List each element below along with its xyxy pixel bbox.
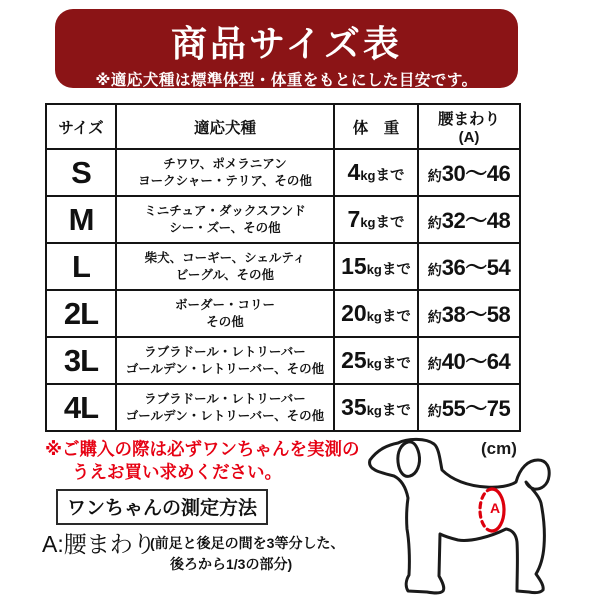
weight-value: 35 bbox=[341, 394, 367, 420]
breed-cell bbox=[116, 243, 334, 290]
waist-range: 40〜64 bbox=[441, 349, 511, 374]
waist-cell bbox=[418, 384, 520, 431]
table-row-3l bbox=[46, 337, 520, 384]
weight-value: 4 bbox=[347, 159, 361, 185]
measure-detail-line1: (前足と後足の間を3等分した、 bbox=[150, 535, 345, 551]
waist-cell bbox=[418, 243, 520, 290]
table-row-s bbox=[46, 149, 520, 196]
breed-line2: ゴールデン・レトリーバー、その他 bbox=[125, 408, 325, 423]
purchase-note bbox=[45, 438, 360, 484]
breed-line2: シー・ズー、その他 bbox=[169, 220, 281, 235]
breed-cell bbox=[116, 337, 334, 384]
breed-line1: ラブラドール・レトリーバー bbox=[144, 345, 306, 359]
unit-label: (cm) bbox=[481, 439, 517, 458]
weight-unit: kg bbox=[366, 309, 382, 324]
page-subtitle: ※適応犬種は標準体型・体重をもとにした目安です。 bbox=[95, 72, 478, 89]
title-banner bbox=[55, 9, 518, 88]
size-cell: L bbox=[46, 243, 116, 290]
weight-cell bbox=[334, 196, 418, 243]
breed-cell bbox=[116, 290, 334, 337]
breed-line1: チワワ、ポメラニアン bbox=[163, 157, 287, 171]
breed-line2: ゴールデン・レトリーバー、その他 bbox=[125, 361, 325, 376]
breed-cell bbox=[116, 149, 334, 196]
breed-line1: ミニチュア・ダックスフンド bbox=[144, 204, 306, 218]
measure-label: A:腰まわり bbox=[42, 531, 156, 557]
waist-range: 55〜75 bbox=[441, 396, 511, 421]
waist-cell bbox=[418, 196, 520, 243]
page-title: 商品サイズ表 bbox=[170, 23, 403, 64]
breed-line2: ビーグル、その他 bbox=[175, 267, 275, 282]
weight-cell bbox=[334, 243, 418, 290]
size-cell: S bbox=[46, 149, 116, 196]
size-table bbox=[45, 103, 521, 432]
weight-cell bbox=[334, 290, 418, 337]
waist-range: 30〜46 bbox=[441, 161, 511, 186]
weight-suffix: まで bbox=[375, 168, 405, 184]
purchase-note-line2: うえお買い求めください。 bbox=[72, 462, 282, 482]
weight-cell bbox=[334, 149, 418, 196]
col-header-waist bbox=[418, 104, 520, 149]
table-header-row bbox=[46, 104, 520, 149]
col-header-size: サイズ bbox=[46, 104, 116, 149]
weight-cell bbox=[334, 337, 418, 384]
weight-suffix: まで bbox=[375, 215, 405, 231]
waist-header-line2: (A) bbox=[458, 129, 480, 146]
table-row-2l bbox=[46, 290, 520, 337]
waist-cell bbox=[418, 290, 520, 337]
col-header-weight: 体 重 bbox=[334, 104, 418, 149]
waist-cell bbox=[418, 337, 520, 384]
waist-cell bbox=[418, 149, 520, 196]
waist-range: 32〜48 bbox=[441, 208, 511, 233]
table-row-4l bbox=[46, 384, 520, 431]
weight-value: 15 bbox=[341, 253, 367, 279]
measure-detail-line2: 後ろから1/3の部分) bbox=[170, 556, 293, 572]
weight-cell bbox=[334, 384, 418, 431]
weight-suffix: まで bbox=[381, 356, 411, 372]
size-cell: 4L bbox=[46, 384, 116, 431]
waist-prefix: 約 bbox=[427, 215, 442, 231]
table-row-l bbox=[46, 243, 520, 290]
weight-value: 25 bbox=[341, 347, 367, 373]
waist-marker-label: A bbox=[489, 500, 501, 516]
breed-line1: ボーダー・コリー bbox=[174, 298, 275, 312]
breed-line1: ラブラドール・レトリーバー bbox=[144, 392, 306, 406]
weight-suffix: まで bbox=[381, 262, 411, 278]
purchase-note-line1: ※ご購入の際は必ずワンちゃんを実測の bbox=[45, 439, 360, 459]
weight-unit: kg bbox=[360, 215, 376, 230]
breed-line2: その他 bbox=[206, 314, 244, 329]
measure-method-title: ワンちゃんの測定方法 bbox=[56, 489, 268, 525]
dog-ear bbox=[398, 442, 420, 477]
weight-unit: kg bbox=[366, 356, 382, 371]
breed-line1: 柴犬、コーギー、シェルティ bbox=[144, 251, 306, 265]
waist-prefix: 約 bbox=[427, 168, 442, 184]
col-header-breed: 適応犬種 bbox=[116, 104, 334, 149]
size-cell: 3L bbox=[46, 337, 116, 384]
waist-prefix: 約 bbox=[427, 403, 442, 419]
dog-illustration bbox=[358, 430, 598, 600]
waist-range: 36〜54 bbox=[441, 255, 511, 280]
weight-unit: kg bbox=[366, 262, 382, 277]
waist-prefix: 約 bbox=[427, 309, 442, 325]
weight-unit: kg bbox=[360, 168, 376, 183]
size-cell: 2L bbox=[46, 290, 116, 337]
weight-value: 20 bbox=[341, 300, 367, 326]
waist-header-line1: 腰まわり bbox=[437, 111, 500, 128]
waist-prefix: 約 bbox=[427, 262, 442, 278]
waist-range: 38〜58 bbox=[441, 302, 511, 327]
weight-suffix: まで bbox=[381, 403, 411, 419]
weight-suffix: まで bbox=[381, 309, 411, 325]
breed-cell bbox=[116, 384, 334, 431]
table-row-m bbox=[46, 196, 520, 243]
weight-value: 7 bbox=[347, 206, 361, 232]
breed-line2: ヨークシャー・テリア、その他 bbox=[138, 173, 312, 188]
size-cell: M bbox=[46, 196, 116, 243]
weight-unit: kg bbox=[366, 403, 382, 418]
waist-prefix: 約 bbox=[427, 356, 442, 372]
breed-cell bbox=[116, 196, 334, 243]
